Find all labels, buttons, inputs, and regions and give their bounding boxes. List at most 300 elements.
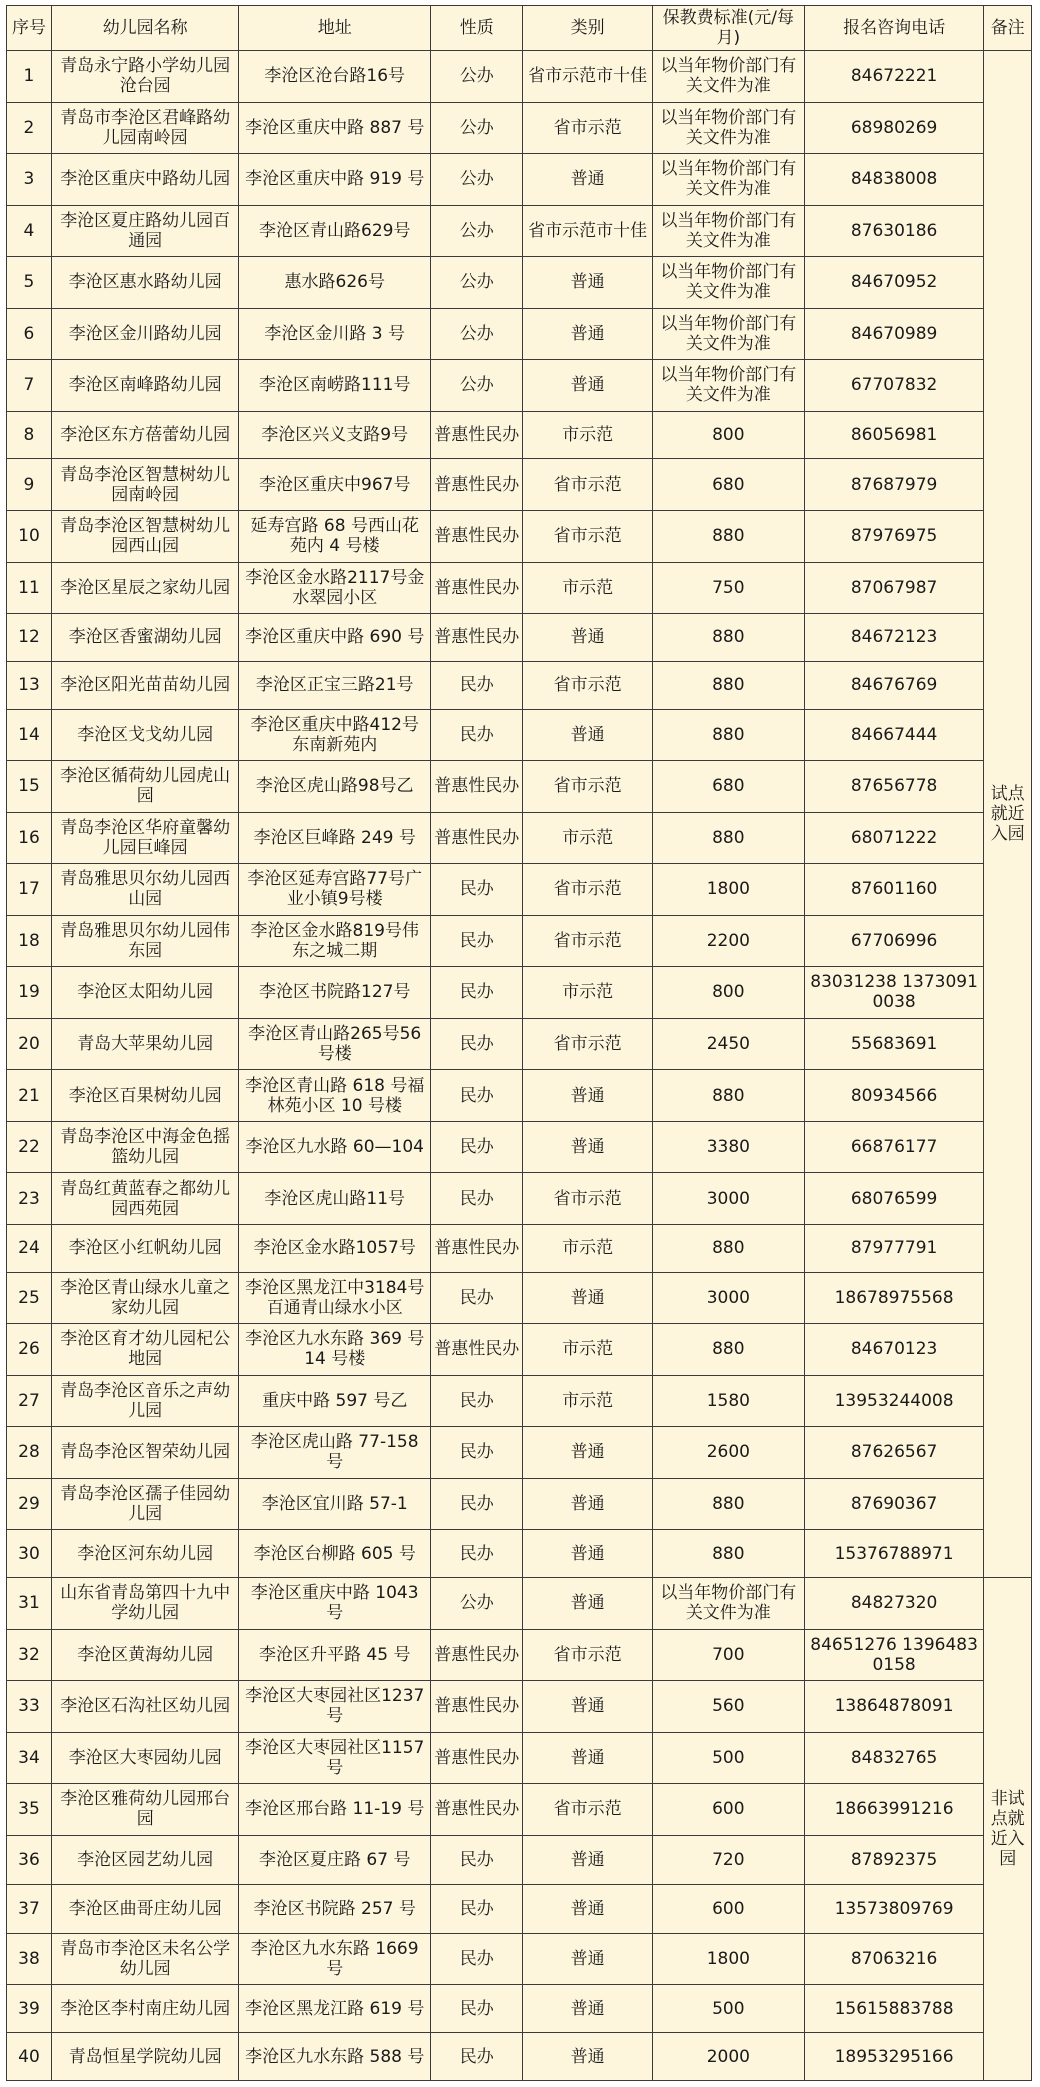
cell-no: 20 [7, 1018, 52, 1070]
cell-address: 李沧区重庆中路 1043 号 [239, 1578, 431, 1630]
cell-name: 山东省青岛第四十九中学幼儿园 [51, 1578, 239, 1630]
cell-nature: 民办 [430, 661, 522, 709]
table-row [7, 812, 1032, 864]
cell-phone: 68076599 [804, 1173, 984, 1225]
cell-category: 省市示范 [523, 1173, 652, 1225]
cell-name: 青岛市李沧区未名公学幼儿园 [51, 1933, 239, 1985]
cell-no: 21 [7, 1070, 52, 1122]
cell-no: 29 [7, 1478, 52, 1530]
cell-phone: 68071222 [804, 812, 984, 864]
cell-fee: 3000 [652, 1173, 804, 1225]
cell-phone: 87063216 [804, 1933, 984, 1985]
cell-address: 李沧区九水东路 369 号 14 号楼 [239, 1324, 431, 1376]
cell-nature: 普惠性民办 [430, 1681, 522, 1733]
cell-phone: 84827320 [804, 1578, 984, 1630]
cell-phone: 80934566 [804, 1070, 984, 1122]
cell-name: 李沧区育才幼儿园杞公地园 [51, 1324, 239, 1376]
cell-category: 普通 [523, 1070, 652, 1122]
cell-phone: 86056981 [804, 411, 984, 459]
cell-fee: 1580 [652, 1375, 804, 1427]
cell-fee: 2200 [652, 915, 804, 967]
cell-name: 李沧区雅荷幼儿园邢台园 [51, 1784, 239, 1836]
cell-nature: 普惠性民办 [430, 1732, 522, 1784]
cell-address: 李沧区重庆中路412号东南新苑内 [239, 709, 431, 761]
cell-name: 李沧区金川路幼儿园 [51, 308, 239, 360]
cell-category: 省市示范 [523, 511, 652, 563]
cell-name: 青岛永宁路小学幼儿园沧台园 [51, 51, 239, 103]
cell-name: 李沧区石沟社区幼儿园 [51, 1681, 239, 1733]
cell-address: 李沧区重庆中路 919 号 [239, 154, 431, 206]
cell-phone: 18663991216 [804, 1784, 984, 1836]
cell-fee: 以当年物价部门有关文件为准 [652, 1578, 804, 1630]
cell-name: 李沧区南峰路幼儿园 [51, 360, 239, 412]
cell-fee: 以当年物价部门有关文件为准 [652, 308, 804, 360]
cell-nature: 民办 [430, 709, 522, 761]
cell-address: 李沧区九水东路 1669 号 [239, 1933, 431, 1985]
cell-address: 李沧区书院路 257 号 [239, 1884, 431, 1933]
cell-no: 3 [7, 154, 52, 206]
cell-category: 省市示范 [523, 459, 652, 511]
cell-nature: 普惠性民办 [430, 411, 522, 459]
header-category: 类别 [523, 6, 652, 51]
cell-nature: 民办 [430, 1018, 522, 1070]
cell-name: 李沧区青山绿水儿童之家幼儿园 [51, 1272, 239, 1324]
table-row [7, 1018, 1032, 1070]
cell-name: 青岛李沧区华府童馨幼儿园巨峰园 [51, 812, 239, 864]
cell-name: 李沧区河东幼儿园 [51, 1530, 239, 1578]
cell-fee: 750 [652, 562, 804, 614]
cell-no: 26 [7, 1324, 52, 1376]
cell-category: 省市示范 [523, 915, 652, 967]
cell-fee: 680 [652, 761, 804, 813]
header-fee: 保教费标准(元/每月) [652, 6, 804, 51]
cell-fee: 2450 [652, 1018, 804, 1070]
cell-address: 延寿宫路 68 号西山花苑内 4 号楼 [239, 511, 431, 563]
cell-nature: 民办 [430, 1070, 522, 1122]
cell-fee: 700 [652, 1629, 804, 1681]
cell-category: 普通 [523, 1732, 652, 1784]
cell-nature: 普惠性民办 [430, 1324, 522, 1376]
cell-nature: 民办 [430, 1933, 522, 1985]
cell-name: 李沧区曲哥庄幼儿园 [51, 1884, 239, 1933]
cell-no: 32 [7, 1629, 52, 1681]
cell-nature: 公办 [430, 1578, 522, 1630]
cell-address: 李沧区宜川路 57-1 [239, 1478, 431, 1530]
cell-category: 省市示范市十佳 [523, 51, 652, 103]
cell-address: 李沧区邢台路 11-19 号 [239, 1784, 431, 1836]
cell-fee: 880 [652, 1324, 804, 1376]
cell-fee: 以当年物价部门有关文件为准 [652, 360, 804, 412]
cell-address: 李沧区正宝三路21号 [239, 661, 431, 709]
table-row [7, 915, 1032, 967]
cell-category: 省市示范 [523, 1629, 652, 1681]
cell-fee: 500 [652, 1985, 804, 2033]
table-row [7, 1173, 1032, 1225]
cell-no: 18 [7, 915, 52, 967]
cell-category: 普通 [523, 614, 652, 662]
cell-nature: 公办 [430, 102, 522, 154]
cell-phone: 87977791 [804, 1224, 984, 1272]
header-no: 序号 [7, 6, 52, 51]
header-remark: 备注 [984, 6, 1032, 51]
cell-nature: 普惠性民办 [430, 614, 522, 662]
cell-nature: 民办 [430, 915, 522, 967]
cell-nature: 普惠性民办 [430, 1629, 522, 1681]
cell-nature: 普惠性民办 [430, 1224, 522, 1272]
cell-fee: 880 [652, 1224, 804, 1272]
cell-category: 普通 [523, 1530, 652, 1578]
table-row [7, 1629, 1032, 1681]
table-row [7, 308, 1032, 360]
cell-no: 14 [7, 709, 52, 761]
cell-phone: 84670989 [804, 308, 984, 360]
cell-category: 市示范 [523, 967, 652, 1019]
cell-no: 16 [7, 812, 52, 864]
cell-name: 李沧区大枣园幼儿园 [51, 1732, 239, 1784]
cell-address: 李沧区虎山路98号乙 [239, 761, 431, 813]
cell-category: 普通 [523, 1272, 652, 1324]
cell-nature: 民办 [430, 1375, 522, 1427]
cell-name: 青岛市李沧区君峰路幼儿园南岭园 [51, 102, 239, 154]
cell-category: 普通 [523, 360, 652, 412]
cell-name: 李沧区夏庄路幼儿园百通园 [51, 205, 239, 257]
cell-phone: 66876177 [804, 1121, 984, 1173]
cell-phone: 68980269 [804, 102, 984, 154]
cell-address: 李沧区虎山路 77-158 号 [239, 1427, 431, 1479]
cell-nature: 民办 [430, 967, 522, 1019]
cell-nature: 公办 [430, 257, 522, 309]
cell-category: 市示范 [523, 411, 652, 459]
cell-name: 青岛红黄蓝春之都幼儿园西苑园 [51, 1173, 239, 1225]
cell-address: 李沧区升平路 45 号 [239, 1629, 431, 1681]
table-row [7, 1478, 1032, 1530]
cell-address: 李沧区巨峰路 249 号 [239, 812, 431, 864]
cell-no: 1 [7, 51, 52, 103]
cell-no: 13 [7, 661, 52, 709]
cell-address: 李沧区书院路127号 [239, 967, 431, 1019]
table-row [7, 257, 1032, 309]
cell-name: 李沧区东方蓓蕾幼儿园 [51, 411, 239, 459]
cell-name: 李沧区重庆中路幼儿园 [51, 154, 239, 206]
cell-fee: 以当年物价部门有关文件为准 [652, 205, 804, 257]
cell-no: 27 [7, 1375, 52, 1427]
table-row [7, 864, 1032, 916]
cell-no: 24 [7, 1224, 52, 1272]
cell-address: 李沧区黑龙江路 619 号 [239, 1985, 431, 2033]
cell-nature: 普惠性民办 [430, 459, 522, 511]
table-row [7, 1272, 1032, 1324]
cell-nature: 普惠性民办 [430, 761, 522, 813]
table-row [7, 562, 1032, 614]
cell-category: 普通 [523, 709, 652, 761]
cell-nature: 公办 [430, 154, 522, 206]
kindergarten-table [6, 5, 1032, 2081]
cell-category: 省市示范市十佳 [523, 205, 652, 257]
cell-phone: 87630186 [804, 205, 984, 257]
cell-no: 31 [7, 1578, 52, 1630]
cell-address: 李沧区虎山路11号 [239, 1173, 431, 1225]
table-row [7, 360, 1032, 412]
cell-address: 李沧区沧台路16号 [239, 51, 431, 103]
cell-category: 市示范 [523, 812, 652, 864]
cell-nature: 民办 [430, 1272, 522, 1324]
cell-category: 普通 [523, 1835, 652, 1884]
cell-phone: 13864878091 [804, 1681, 984, 1733]
cell-name: 李沧区戈戈幼儿园 [51, 709, 239, 761]
cell-address: 李沧区重庆中967号 [239, 459, 431, 511]
cell-name: 青岛恒星学院幼儿园 [51, 2033, 239, 2081]
cell-address: 李沧区兴义支路9号 [239, 411, 431, 459]
cell-no: 34 [7, 1732, 52, 1784]
cell-nature: 普惠性民办 [430, 511, 522, 563]
cell-no: 35 [7, 1784, 52, 1836]
cell-category: 省市示范 [523, 761, 652, 813]
cell-fee: 1800 [652, 864, 804, 916]
cell-category: 普通 [523, 257, 652, 309]
cell-category: 普通 [523, 154, 652, 206]
cell-phone: 13953244008 [804, 1375, 984, 1427]
table-row [7, 1427, 1032, 1479]
table-row [7, 511, 1032, 563]
cell-no: 7 [7, 360, 52, 412]
cell-no: 12 [7, 614, 52, 662]
cell-category: 普通 [523, 1478, 652, 1530]
cell-address: 李沧区九水东路 588 号 [239, 2033, 431, 2081]
cell-phone: 84651276 13964830158 [804, 1629, 984, 1681]
cell-nature: 公办 [430, 205, 522, 257]
cell-fee: 880 [652, 614, 804, 662]
cell-fee: 720 [652, 1835, 804, 1884]
table-row [7, 1732, 1032, 1784]
cell-nature: 普惠性民办 [430, 812, 522, 864]
table-row [7, 1884, 1032, 1933]
cell-no: 38 [7, 1933, 52, 1985]
cell-phone: 15615883788 [804, 1985, 984, 2033]
cell-address: 李沧区大枣园社区1157号 [239, 1732, 431, 1784]
cell-no: 8 [7, 411, 52, 459]
cell-fee: 880 [652, 1530, 804, 1578]
cell-category: 普通 [523, 1933, 652, 1985]
cell-phone: 87656778 [804, 761, 984, 813]
cell-no: 28 [7, 1427, 52, 1479]
cell-name: 李沧区星辰之家幼儿园 [51, 562, 239, 614]
table-row [7, 1324, 1032, 1376]
cell-phone: 87892375 [804, 1835, 984, 1884]
table-row [7, 1530, 1032, 1578]
cell-no: 6 [7, 308, 52, 360]
cell-address: 李沧区重庆中路 887 号 [239, 102, 431, 154]
cell-category: 普通 [523, 1985, 652, 2033]
cell-no: 23 [7, 1173, 52, 1225]
cell-category: 普通 [523, 1884, 652, 1933]
cell-address: 李沧区青山路265号56号楼 [239, 1018, 431, 1070]
cell-fee: 500 [652, 1732, 804, 1784]
cell-phone: 84676769 [804, 661, 984, 709]
cell-nature: 普惠性民办 [430, 562, 522, 614]
cell-category: 普通 [523, 1121, 652, 1173]
cell-phone: 84670952 [804, 257, 984, 309]
cell-name: 青岛大苹果幼儿园 [51, 1018, 239, 1070]
cell-category: 普通 [523, 1681, 652, 1733]
cell-category: 市示范 [523, 562, 652, 614]
cell-category: 省市示范 [523, 1784, 652, 1836]
table-row [7, 1933, 1032, 1985]
cell-fee: 以当年物价部门有关文件为准 [652, 102, 804, 154]
cell-name: 青岛李沧区孺子佳园幼儿园 [51, 1478, 239, 1530]
cell-address: 李沧区大枣园社区1237号 [239, 1681, 431, 1733]
cell-no: 2 [7, 102, 52, 154]
cell-fee: 680 [652, 459, 804, 511]
cell-address: 重庆中路 597 号乙 [239, 1375, 431, 1427]
table-body [7, 51, 1032, 2081]
cell-fee: 1800 [652, 1933, 804, 1985]
cell-no: 33 [7, 1681, 52, 1733]
cell-name: 李沧区阳光苗苗幼儿园 [51, 661, 239, 709]
cell-nature: 民办 [430, 1478, 522, 1530]
cell-phone: 15376788971 [804, 1530, 984, 1578]
cell-address: 李沧区南崂路111号 [239, 360, 431, 412]
cell-address: 李沧区延寿宫路77号广业小镇9号楼 [239, 864, 431, 916]
cell-category: 市示范 [523, 1224, 652, 1272]
cell-address: 惠水路626号 [239, 257, 431, 309]
cell-fee: 600 [652, 1884, 804, 1933]
table-row [7, 1985, 1032, 2033]
cell-name: 李沧区黄海幼儿园 [51, 1629, 239, 1681]
cell-nature: 公办 [430, 308, 522, 360]
cell-nature: 民办 [430, 1884, 522, 1933]
table-row [7, 51, 1032, 103]
cell-name: 青岛李沧区智慧树幼儿园南岭园 [51, 459, 239, 511]
cell-fee: 880 [652, 661, 804, 709]
cell-category: 省市示范 [523, 1018, 652, 1070]
cell-no: 39 [7, 1985, 52, 2033]
cell-phone: 84667444 [804, 709, 984, 761]
table-row [7, 1224, 1032, 1272]
cell-phone: 87976975 [804, 511, 984, 563]
cell-fee: 2000 [652, 2033, 804, 2081]
cell-fee: 880 [652, 511, 804, 563]
cell-name: 李沧区百果树幼儿园 [51, 1070, 239, 1122]
cell-address: 李沧区九水路 60—104 [239, 1121, 431, 1173]
cell-no: 25 [7, 1272, 52, 1324]
cell-phone: 83031238 13730910038 [804, 967, 984, 1019]
cell-no: 40 [7, 2033, 52, 2081]
remark-pilot: 试点就近入园 [984, 51, 1032, 1578]
cell-address: 李沧区金水路2117号金水翠园小区 [239, 562, 431, 614]
cell-address: 李沧区台柳路 605 号 [239, 1530, 431, 1578]
cell-fee: 3380 [652, 1121, 804, 1173]
cell-fee: 800 [652, 411, 804, 459]
cell-fee: 以当年物价部门有关文件为准 [652, 257, 804, 309]
table-row [7, 2033, 1032, 2081]
table-row [7, 1681, 1032, 1733]
cell-fee: 880 [652, 1070, 804, 1122]
cell-phone: 84838008 [804, 154, 984, 206]
table-row [7, 1375, 1032, 1427]
cell-name: 李沧区循荷幼儿园虎山园 [51, 761, 239, 813]
cell-no: 9 [7, 459, 52, 511]
cell-fee: 以当年物价部门有关文件为准 [652, 154, 804, 206]
cell-nature: 民办 [430, 1530, 522, 1578]
cell-address: 李沧区夏庄路 67 号 [239, 1835, 431, 1884]
table-row [7, 1784, 1032, 1836]
table-row [7, 459, 1032, 511]
table-row [7, 154, 1032, 206]
cell-no: 10 [7, 511, 52, 563]
cell-fee: 560 [652, 1681, 804, 1733]
cell-phone: 87687979 [804, 459, 984, 511]
cell-name: 李沧区李村南庄幼儿园 [51, 1985, 239, 2033]
cell-no: 17 [7, 864, 52, 916]
cell-fee: 600 [652, 1784, 804, 1836]
table-row [7, 967, 1032, 1019]
cell-phone: 84672123 [804, 614, 984, 662]
cell-no: 5 [7, 257, 52, 309]
table-row [7, 1578, 1032, 1630]
cell-phone: 84670123 [804, 1324, 984, 1376]
cell-phone: 67706996 [804, 915, 984, 967]
cell-nature: 公办 [430, 51, 522, 103]
cell-phone: 18953295166 [804, 2033, 984, 2081]
cell-category: 普通 [523, 1578, 652, 1630]
cell-category: 普通 [523, 2033, 652, 2081]
table-row [7, 614, 1032, 662]
cell-category: 省市示范 [523, 661, 652, 709]
cell-phone: 87601160 [804, 864, 984, 916]
table-row [7, 1121, 1032, 1173]
cell-phone: 84672221 [804, 51, 984, 103]
cell-fee: 800 [652, 967, 804, 1019]
cell-address: 李沧区金水路819号伟东之城二期 [239, 915, 431, 967]
cell-name: 青岛李沧区音乐之声幼儿园 [51, 1375, 239, 1427]
header-nature: 性质 [430, 6, 522, 51]
table-row [7, 411, 1032, 459]
cell-name: 青岛李沧区中海金色摇篮幼儿园 [51, 1121, 239, 1173]
cell-name: 青岛雅思贝尔幼儿园西山园 [51, 864, 239, 916]
table-row [7, 205, 1032, 257]
cell-fee: 880 [652, 812, 804, 864]
table-row [7, 661, 1032, 709]
cell-category: 市示范 [523, 1375, 652, 1427]
cell-nature: 普惠性民办 [430, 1784, 522, 1836]
cell-phone: 55683691 [804, 1018, 984, 1070]
cell-no: 15 [7, 761, 52, 813]
cell-phone: 18678975568 [804, 1272, 984, 1324]
cell-address: 李沧区重庆中路 690 号 [239, 614, 431, 662]
cell-category: 普通 [523, 1427, 652, 1479]
cell-category: 省市示范 [523, 102, 652, 154]
cell-name: 青岛雅思贝尔幼儿园伟东园 [51, 915, 239, 967]
cell-address: 李沧区金川路 3 号 [239, 308, 431, 360]
cell-fee: 以当年物价部门有关文件为准 [652, 51, 804, 103]
header-name: 幼儿园名称 [51, 6, 239, 51]
cell-name: 李沧区惠水路幼儿园 [51, 257, 239, 309]
cell-nature: 民办 [430, 864, 522, 916]
cell-phone: 87690367 [804, 1478, 984, 1530]
header-row [7, 6, 1032, 51]
cell-phone: 67707832 [804, 360, 984, 412]
cell-phone: 87626567 [804, 1427, 984, 1479]
cell-nature: 民办 [430, 1173, 522, 1225]
cell-name: 李沧区香蜜湖幼儿园 [51, 614, 239, 662]
cell-nature: 民办 [430, 1427, 522, 1479]
cell-nature: 公办 [430, 360, 522, 412]
table-row [7, 761, 1032, 813]
remark-non-pilot: 非试点就近入园 [984, 1578, 1032, 2081]
cell-name: 青岛李沧区智荣幼儿园 [51, 1427, 239, 1479]
cell-phone: 84832765 [804, 1732, 984, 1784]
cell-phone: 87067987 [804, 562, 984, 614]
